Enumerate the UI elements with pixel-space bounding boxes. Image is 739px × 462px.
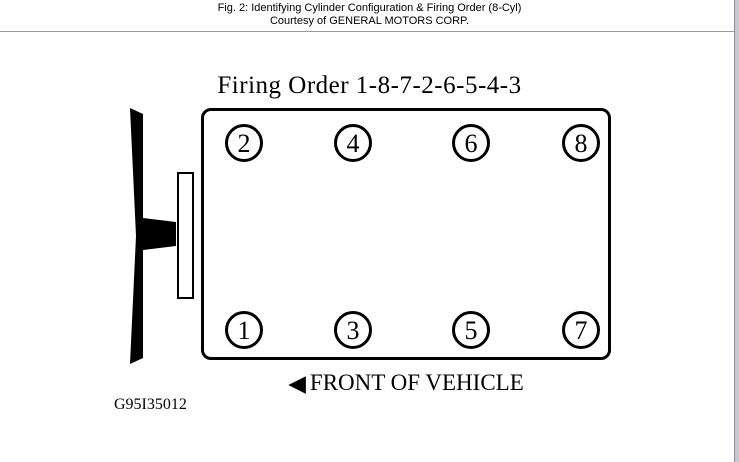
figure-caption-line-1: Fig. 2: Identifying Cylinder Configuration & Firing Order (8-Cyl) bbox=[217, 2, 522, 14]
cylinder-2: 2 bbox=[225, 124, 263, 162]
cylinder-4: 4 bbox=[334, 124, 372, 162]
figure-caption bbox=[0, 0, 739, 30]
cylinder-5: 5 bbox=[452, 311, 490, 349]
front-of-vehicle-label bbox=[201, 370, 611, 396]
firing-order-title: Firing Order 1-8-7-2-6-5-4-3 bbox=[217, 72, 522, 99]
distributor-bracket-illustration bbox=[110, 100, 210, 365]
cylinder-3: 3 bbox=[334, 311, 372, 349]
left-arrow-icon: ◀ bbox=[288, 371, 306, 396]
cylinder-6: 6 bbox=[452, 124, 490, 162]
cylinder-1: 1 bbox=[225, 311, 263, 349]
right-edge-strip bbox=[735, 0, 739, 462]
caption-divider bbox=[0, 31, 739, 32]
diagram-part-code: G95I35012 bbox=[114, 396, 187, 413]
front-of-vehicle-text: FRONT OF VEHICLE bbox=[309, 370, 524, 395]
distributor-cap-shape bbox=[177, 172, 194, 299]
cylinder-8: 8 bbox=[562, 124, 600, 162]
cylinder-7: 7 bbox=[562, 311, 600, 349]
figure-caption-line-2: Courtesy of GENERAL MOTORS CORP. bbox=[269, 15, 470, 27]
